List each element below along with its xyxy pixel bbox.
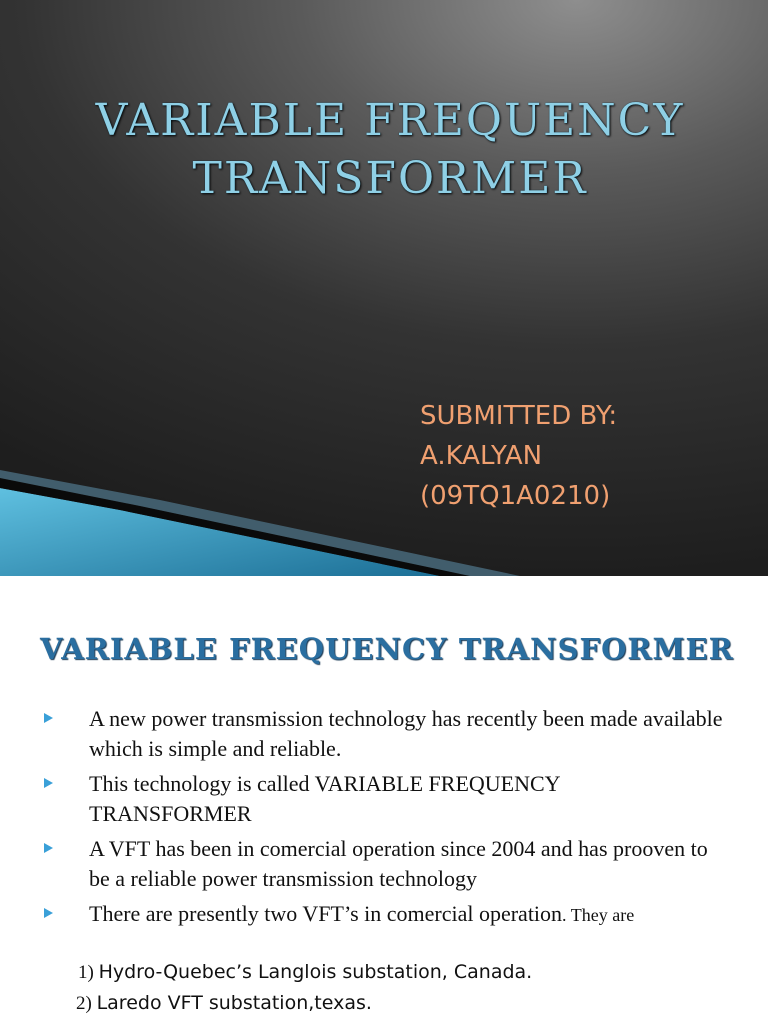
bullet-text: This technology is called VARIABLE FREQUENCY TRANSFORMER [89,771,560,826]
content-slide [0,576,768,1024]
author-roll-number: (09TQ1A0210) [420,481,611,511]
slide-title [60,92,720,208]
bullet-text: A new power transmission technology has recently been made available which is simple and reliable. [89,706,723,761]
title-line-2: TRANSFORMER [192,153,588,204]
sub-item-1 [78,961,532,984]
list-item [44,899,724,930]
bullet-text: A VFT has been in comercial operation since 2004 and has prooven to be a reliable power transmission technology [89,836,708,891]
slide-heading: VARIABLE FREQUENCY TRANSFORMER [40,632,734,666]
sub-item-text: Hydro-Quebec’s Langlois substation, Canada. [98,961,533,983]
bullet-list [44,704,724,935]
bullet-text: There are presently two VFT’s in comercial operation [89,901,563,926]
submitted-by-label: SUBMITTED BY: [420,401,618,431]
bullet-arrow-icon [44,908,53,918]
list-item [44,834,724,894]
bullet-arrow-icon [44,843,53,853]
sub-item-2 [76,992,372,1015]
author-name: A.KALYAN [420,441,543,471]
bullet-arrow-icon [44,778,53,788]
sub-item-number: 2) [76,993,97,1014]
title-line-1: VARIABLE FREQUENCY [95,95,685,146]
list-item [44,704,724,764]
decorative-swoosh [0,470,768,576]
bullet-arrow-icon [44,713,53,723]
list-item [44,769,724,829]
sub-item-text: Laredo VFT substation,texas. [96,992,372,1014]
bullet-text-small: . They are [562,905,635,925]
sub-item-number: 1) [78,962,99,983]
